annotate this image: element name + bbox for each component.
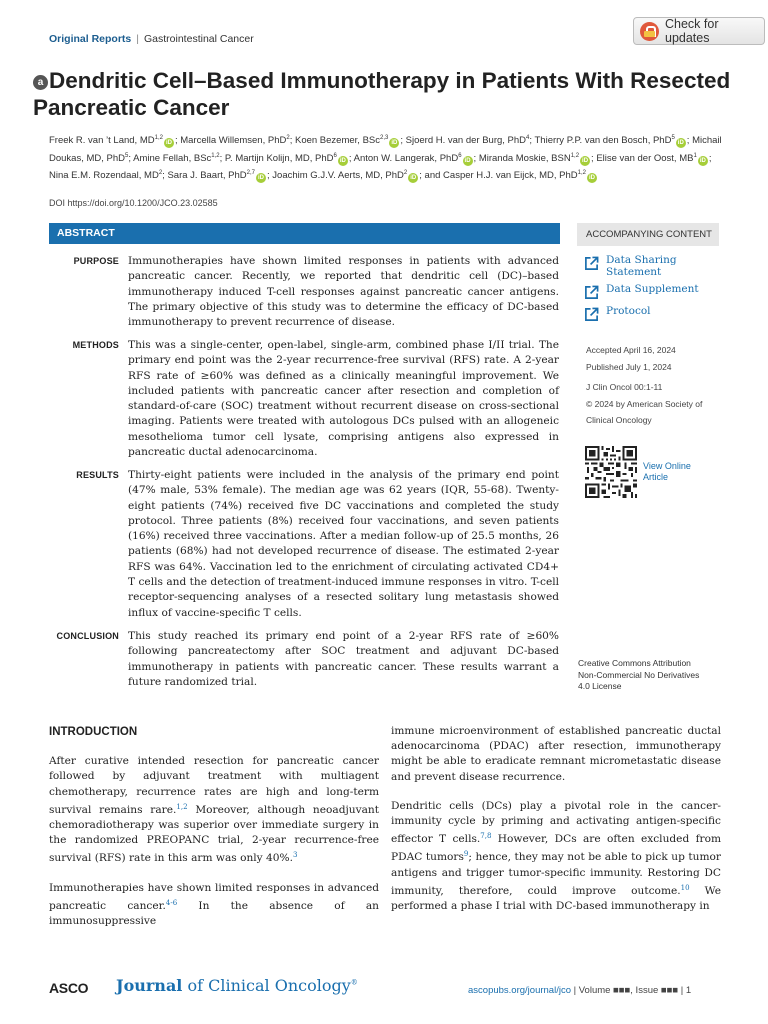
article-title-text: Dendritic Cell–Based Immunotherapy in Patients With Resected Pancreatic Cancer: [33, 68, 731, 120]
reference-link[interactable]: 9: [463, 850, 469, 859]
author-entry: [354, 153, 477, 164]
accompanying-content-heading: ACCOMPANYING CONTENT: [577, 223, 719, 246]
author-separator: ;: [219, 152, 223, 164]
page-number: 1: [685, 985, 692, 996]
license-line-2: Non-Commercial No Derivatives: [578, 669, 700, 680]
intro-p2-text-a: Immunotherapies have shown limited responses in advanced pancreatic cancer.: [49, 881, 379, 912]
journal-citation: J Clin Oncol 00:1-11: [586, 382, 663, 392]
intro-p4-text-c: ; hence, they may not be able to pick up tumor antigens and trigger tumor-specific immunity. Restoring DC immunity, therefore, could improve outcome.: [391, 851, 721, 897]
data-supplement-label: Data Supplement: [606, 283, 699, 295]
orcid-icon[interactable]: iD: [699, 157, 706, 164]
reference-link[interactable]: 7,8: [480, 832, 492, 841]
author-entry: [133, 153, 222, 164]
reference-link[interactable]: 3: [292, 851, 298, 860]
author-entry: [406, 135, 532, 146]
author-affiliation: 1,2: [211, 152, 220, 159]
reference-link[interactable]: 4-6: [165, 898, 178, 907]
author-separator: ;: [289, 135, 293, 147]
author-affiliation: 6: [458, 152, 462, 159]
results-text: Thirty-eight patients were included in the analysis of the primary end point (47% male, 53% female). The median age was 62 years (IQR, 55-68). Twenty-eight patients (74%) received five DC vaccinations and completed the study protocol. Three patients (8%) received four vaccinations, and seven patients (16%) received three vaccinations. After a median follow-up of 25.5 months, 26 patients (68%) had not developed recurrence of disease. The estimated 2-year RFS was 64%. Vaccination led to the enrichment of circulating activated CD4+ T cells and the detection of treatment-induced immune responses in vitro. T-cell receptor-sequencing analyses of a resected solitary lung metastasis showed influx of vaccine-specific T cells.: [128, 469, 559, 619]
view-online-label-1: View Online: [643, 461, 691, 471]
author-entry: [535, 135, 690, 146]
intro-p1-text-b: Moreover, although neoadjuvant chemoradiotherapy was superior over immediate surgery in the randomized PREOPANC trial, 2-year recurrence-free survival (RFS) rate in this arm was only 40%.: [49, 803, 379, 865]
author-affiliation: 2: [403, 170, 408, 177]
author-name[interactable]: Koen Bezemer, BSc: [294, 135, 381, 147]
view-online-article-link[interactable]: [643, 461, 691, 483]
intro-paragraph-4: [391, 799, 721, 914]
author-separator: ;: [529, 135, 533, 147]
author-entry: [295, 135, 403, 146]
copyright-line-2: Clinical Oncology: [586, 415, 652, 425]
author-entry: [180, 135, 292, 146]
conclusion-label: CONCLUSION: [56, 631, 119, 641]
author-affiliation: 1: [693, 152, 697, 159]
published-date: Published July 1, 2024: [586, 361, 672, 372]
footer-info: [468, 985, 691, 996]
section-link[interactable]: Original Reports: [49, 33, 132, 45]
publication-dates: [586, 342, 676, 375]
author-separator: ;: [591, 152, 594, 164]
author-affiliation: 6: [333, 152, 337, 159]
author-name[interactable]: Freek R. van ’t Land, MD: [49, 135, 155, 147]
author-list: [49, 131, 729, 184]
author-entry: [49, 170, 165, 181]
check-for-updates-button[interactable]: [633, 17, 765, 45]
body-column-right: [391, 724, 721, 928]
methods-text: This was a single-center, open-label, single-arm, combined phase I/II trial. The primary end point was the 2-year recurrence-free survival (RFS) rate. A 2-year RFS rate of ≥60% was defined as a clinically meaningful improvement. We included patients with pancreatic cancer after resection and completion of standard-of-care (SOC) treatment without recurrent disease on cross-sectional imaging. Patients were treated with autologous DCs pulsed with an allogeneic mesothelioma tumor cell lysate, comprising antigens also expressed in pancreatic ductal adenocarcinoma.: [128, 339, 559, 459]
orcid-icon[interactable]: iD: [677, 140, 684, 147]
open-access-icon: a: [33, 75, 48, 90]
external-link-icon: [584, 307, 599, 322]
footer-separator: |: [573, 985, 577, 996]
intro-p2-text-b: In the absence of an immunosuppressive: [49, 899, 379, 928]
volume-issue: Volume ■■■, Issue ■■■: [578, 985, 679, 996]
breadcrumb-separator: |: [136, 33, 139, 45]
author-entry: [167, 170, 269, 181]
intro-p4-text-b: However, DCs are often excluded from PDAC tumors: [391, 833, 721, 864]
intro-p4-text-d: We performed a phase I trial with DC-based immunotherapy in: [391, 884, 721, 913]
author-name[interactable]: Joachim G.J.V. Aerts, MD, PhD: [272, 170, 404, 182]
author-affiliation: 1,2: [154, 135, 163, 141]
copyright-line-1: © 2024 by American Society of: [586, 398, 703, 409]
protocol-link[interactable]: [584, 306, 724, 322]
orcid-icon[interactable]: iD: [464, 157, 471, 164]
author-name[interactable]: Sara J. Baart, PhD: [167, 170, 247, 182]
orcid-icon[interactable]: iD: [391, 140, 398, 147]
author-entry: [596, 153, 711, 164]
license-line-3: 4.0 License: [578, 681, 622, 691]
author-separator: ;: [400, 135, 403, 147]
author-separator: ;: [128, 152, 132, 164]
orcid-icon[interactable]: iD: [410, 175, 417, 182]
author-name[interactable]: Miranda Moskie, BSN: [478, 152, 571, 164]
reference-link[interactable]: 10: [680, 883, 690, 892]
author-name[interactable]: Sjoerd H. van der Burg, PhD: [405, 135, 527, 147]
author-separator: ;: [348, 152, 352, 164]
external-link-icon: [584, 256, 599, 271]
check-for-updates-label: Check for updates: [665, 17, 719, 45]
journal-url-link[interactable]: ascopubs.org/journal/jco: [468, 985, 571, 996]
intro-p4-text-a: Dendritic cells (DCs) play a pivotal role in the cancer-immunity cycle by priming and activating antigen-specific effector T cells.: [391, 799, 721, 846]
intro-paragraph-2: [49, 881, 379, 930]
data-sharing-statement-link[interactable]: [584, 255, 724, 278]
author-name[interactable]: Casper H.J. van Eijck, MD, PhD: [443, 170, 578, 182]
view-online-label-2: Article: [643, 472, 669, 482]
author-entry: [49, 135, 178, 146]
qr-code[interactable]: [585, 446, 637, 498]
author-affiliation: 5: [125, 152, 129, 159]
license-text: [578, 658, 699, 693]
crossmark-icon: [640, 22, 659, 41]
author-separator: ;: [686, 135, 690, 147]
article-title: [33, 67, 733, 121]
orcid-icon[interactable]: iD: [589, 175, 596, 182]
orcid-icon[interactable]: iD: [339, 157, 346, 164]
journal-logo-rest: of Clinical Oncology: [182, 976, 351, 995]
license-line-1: Creative Commons Attribution: [578, 658, 691, 668]
author-affiliation: 2,3: [380, 135, 389, 141]
author-entry: [479, 153, 594, 164]
reference-link[interactable]: 1,2: [176, 802, 188, 811]
author-affiliation: 4: [526, 135, 530, 141]
author-name[interactable]: Marcella Willemsen, PhD: [180, 135, 287, 147]
registered-mark: ®: [350, 978, 358, 987]
author-name[interactable]: Thierry P.P. van den Bosch, PhD: [534, 135, 672, 147]
abstract-purpose: [49, 254, 560, 330]
data-supplement-link[interactable]: [584, 284, 724, 300]
category-label: Gastrointestinal Cancer: [144, 33, 254, 45]
data-sharing-statement-label: Data Sharing Statement: [606, 254, 677, 278]
accompanying-links: [584, 255, 724, 328]
abstract-methods: [49, 338, 560, 460]
orcid-icon[interactable]: iD: [582, 157, 589, 164]
purpose-text: Immunotherapies have shown limited responses in patients with advanced pancreatic cancer. Recently, we reported that dendritic cell (DC)–based immunotherapy induced T-cell responses against pancreatic cancer antigens. The primary objective of this study was to determine the efficacy of DC-based immunotherapy to prevent recurrence of disease.: [128, 255, 559, 329]
external-link-icon: [584, 285, 599, 300]
accepted-date: Accepted April 16, 2024: [586, 345, 676, 355]
author-affiliation: 2,7: [246, 170, 255, 177]
author-separator: ;: [473, 152, 477, 164]
purpose-label: PURPOSE: [73, 256, 119, 266]
author-affiliation: 1,2: [577, 170, 587, 177]
author-affiliation: 5: [671, 135, 675, 141]
author-entry: [272, 170, 440, 181]
author-separator: ;: [708, 152, 712, 164]
results-label: RESULTS: [76, 470, 119, 480]
author-entry: [225, 153, 352, 164]
asco-logo: ASCO: [49, 980, 89, 996]
body-column-left: [49, 725, 379, 943]
citation-info: [586, 379, 702, 429]
intro-p1-text-a: After curative intended resection for pancreatic cancer followed by adjuvant treatment with multiagent chemotherapy, recurrence rates are high and long-term survival remains rare.: [49, 755, 379, 816]
author-name[interactable]: Nina E.M. Rozendaal, MD: [49, 170, 159, 182]
author-entry: [443, 170, 598, 181]
abstract-conclusion: [49, 629, 560, 690]
author-separator: ;: [174, 135, 178, 147]
author-name[interactable]: Anton W. Langerak, PhD: [353, 152, 459, 164]
intro-paragraph-3: immune microenvironment of established pancreatic ductal adenocarcinoma (PDAC) after resection, immunotherapy might be able to eradicate remnant micrometastatic disease and prevent disease recurrence.: [391, 725, 721, 783]
section-breadcrumb: [49, 33, 254, 45]
conclusion-text: This study reached its primary end point of a 2-year RFS rate of ≥60% following pancreatectomy after SOC treatment and adjuvant DC-based immunotherapy in patients with pancreatic cancer. These results warrant a future randomized trial.: [128, 630, 559, 688]
methods-label: METHODS: [72, 340, 119, 350]
author-name[interactable]: Elise van der Oost, MB: [596, 152, 694, 164]
author-name[interactable]: Amine Fellah, BSc: [133, 152, 212, 164]
journal-logo-bold: Journal: [116, 976, 183, 995]
footer-separator: |: [680, 985, 684, 996]
protocol-label: Protocol: [606, 305, 651, 317]
orcid-icon[interactable]: iD: [165, 140, 172, 147]
abstract-heading: ABSTRACT: [49, 223, 560, 244]
author-name[interactable]: Michail Doukas, MD, PhD: [49, 135, 722, 164]
author-separator: ;: [267, 170, 270, 182]
author-affiliation: 2: [286, 135, 290, 141]
intro-paragraph-1: [49, 754, 379, 866]
author-separator: ;: [162, 170, 165, 182]
author-name[interactable]: P. Martijn Kolijn, MD, PhD: [224, 152, 334, 164]
author-affiliation: 1,2: [570, 152, 580, 159]
author-separator: ; and: [419, 170, 441, 182]
journal-logo: [116, 976, 358, 995]
introduction-heading: INTRODUCTION: [49, 726, 138, 738]
doi-link[interactable]: DOI https://doi.org/10.1200/JCO.23.02585: [49, 198, 218, 208]
author-affiliation: 2: [158, 170, 163, 177]
abstract-results: [49, 468, 560, 621]
orcid-icon[interactable]: iD: [258, 175, 264, 182]
